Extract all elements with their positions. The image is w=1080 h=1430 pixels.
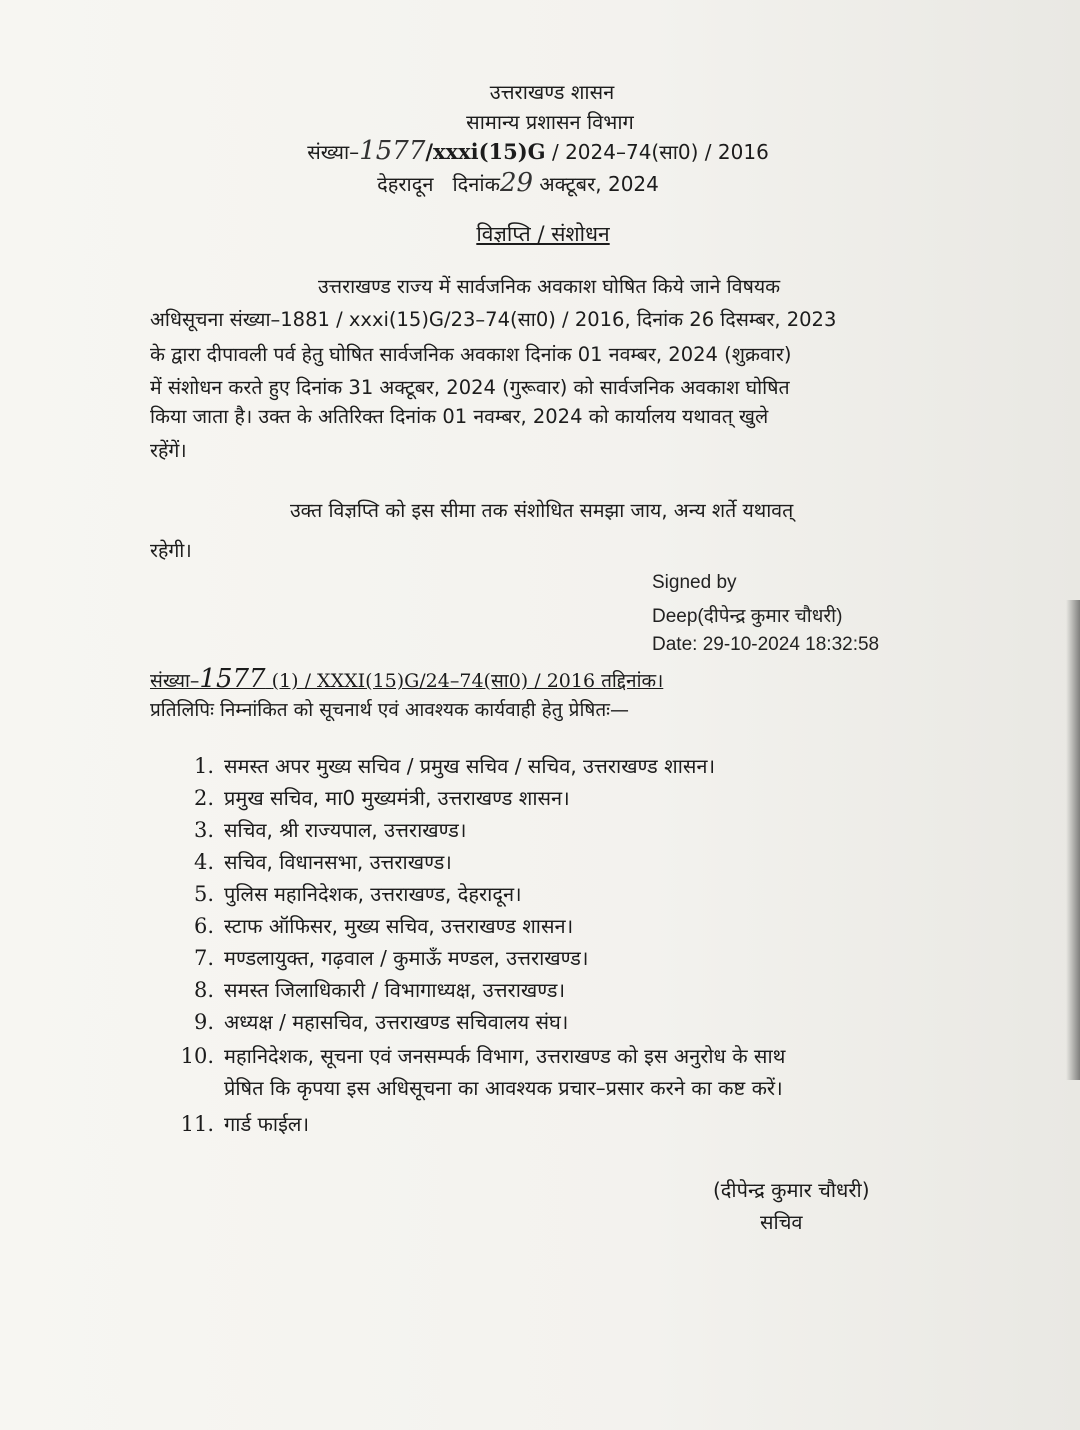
place-date-line bbox=[0, 168, 1058, 198]
digital-signature-label: Signed by bbox=[652, 572, 737, 593]
list-item: 10. महानिदेशक, सूचना एवं जनसम्पर्क विभाग, उत्तराखण्ड को इस अनुरोध के साथ bbox=[180, 1044, 786, 1068]
digital-signature-date: Date: 29-10-2024 18:32:58 bbox=[652, 634, 880, 655]
list-item: 7. मण्डलायुक्त, गढ़वाल / कुमाऊँ मण्डल, उत्तराखण्ड। bbox=[193, 946, 589, 970]
para1-line-5: किया जाता है। उक्त के अतिरिक्त दिनांक 01 नवम्बर, 2024 को कार्यालय यथावत् खुले bbox=[150, 405, 769, 428]
place: देहरादून bbox=[377, 172, 434, 196]
para2-line-1: उक्त विज्ञप्ति को इस सीमा तक संशोधित समझा जाय, अन्य शर्ते यथावत् bbox=[290, 499, 794, 522]
para1-line-6: रहेंगें। bbox=[150, 439, 187, 462]
para1-line-1: उत्तराखण्ड राज्य में सार्वजनिक अवकाश घोषित किये जाने विषयक bbox=[318, 275, 781, 298]
date-suffix: अक्टूबर, 2024 bbox=[539, 172, 659, 196]
department-heading: सामान्य प्रशासन विभाग bbox=[466, 110, 634, 134]
ref-prefix: संख्या– bbox=[307, 140, 360, 164]
signatory-name: (दीपेन्द्र कुमार चौधरी) bbox=[713, 1178, 870, 1202]
government-heading: उत्तराखण्ड शासन bbox=[489, 80, 615, 104]
digital-signature-name: Deep(दीपेन्द्र कुमार चौधरी) bbox=[652, 606, 843, 627]
list-item: 8. समस्त जिलाधिकारी / विभागाध्यक्ष, उत्तराखण्ड। bbox=[193, 978, 566, 1002]
list-item: 9. अध्यक्ष / महासचिव, उत्तराखण्ड सचिवालय संघ। bbox=[193, 1010, 569, 1034]
page-edge-shadow bbox=[1066, 600, 1080, 1080]
copy-ref-rest: (1) / XXXI(15)G/24–74(सा0) / 2016 तद्दिनांक। bbox=[271, 670, 664, 692]
list-item-continuation: प्रेषित कि कृपया इस अधिसूचना का आवश्यक प्रचार–प्रसार करने का कष्ट करें। bbox=[224, 1076, 783, 1100]
para1-line-4: में संशोधन करते हुए दिनांक 31 अक्टूबर, 2024 (गुरूवार) को सार्वजनिक अवकाश घोषित bbox=[150, 376, 790, 399]
list-item: 11. गार्ड फाईल। bbox=[180, 1112, 310, 1136]
list-item: 4. सचिव, विधानसभा, उत्तराखण्ड। bbox=[193, 850, 452, 874]
para1-line-2: अधिसूचना संख्या–1881 / xxxi(15)G/23–74(सा0) / 2016, दिनांक 26 दिसम्बर, 2023 bbox=[150, 308, 837, 331]
date-handwritten: 29 bbox=[499, 168, 534, 198]
copy-ref-prefix: संख्या– bbox=[150, 670, 200, 692]
copy-reference-number bbox=[150, 664, 663, 694]
date-prefix: दिनांक bbox=[452, 172, 500, 196]
para2-line-2: रहेगी। bbox=[150, 539, 192, 562]
list-item: 1. समस्त अपर मुख्य सचिव / प्रमुख सचिव / सचिव, उत्तराखण्ड शासन। bbox=[193, 754, 716, 778]
para1-line-3: के द्वारा दीपावली पर्व हेतु घोषित सार्वजनिक अवकाश दिनांक 01 नवम्बर, 2024 (शुक्रवार) bbox=[150, 343, 792, 366]
notice-title: विज्ञप्ति / संशोधन bbox=[476, 222, 610, 246]
ref-handwritten-number: 1577 bbox=[359, 136, 426, 166]
list-item: 6. स्टाफ ऑफिसर, मुख्य सचिव, उत्तराखण्ड शासन। bbox=[193, 914, 574, 938]
signatory-designation: सचिव bbox=[760, 1210, 803, 1234]
ref-mid: /xxxi(15)G bbox=[425, 139, 546, 164]
list-item: 3. सचिव, श्री राज्यपाल, उत्तराखण्ड। bbox=[193, 818, 467, 842]
copy-intro: प्रतिलिपिः निम्नांकित को सूचनार्थ एवं आवश्यक कार्यवाही हेतु प्रेषितः— bbox=[150, 699, 630, 721]
reference-number bbox=[0, 136, 1078, 166]
copy-ref-handwritten: 1577 bbox=[199, 664, 266, 694]
list-item: 5. पुलिस महानिदेशक, उत्तराखण्ड, देहरादून। bbox=[193, 882, 522, 906]
ref-suffix: / 2024–74(सा0) / 2016 bbox=[551, 140, 769, 164]
list-item: 2. प्रमुख सचिव, मा0 मुख्यमंत्री, उत्तराखण्ड शासन। bbox=[193, 786, 570, 810]
